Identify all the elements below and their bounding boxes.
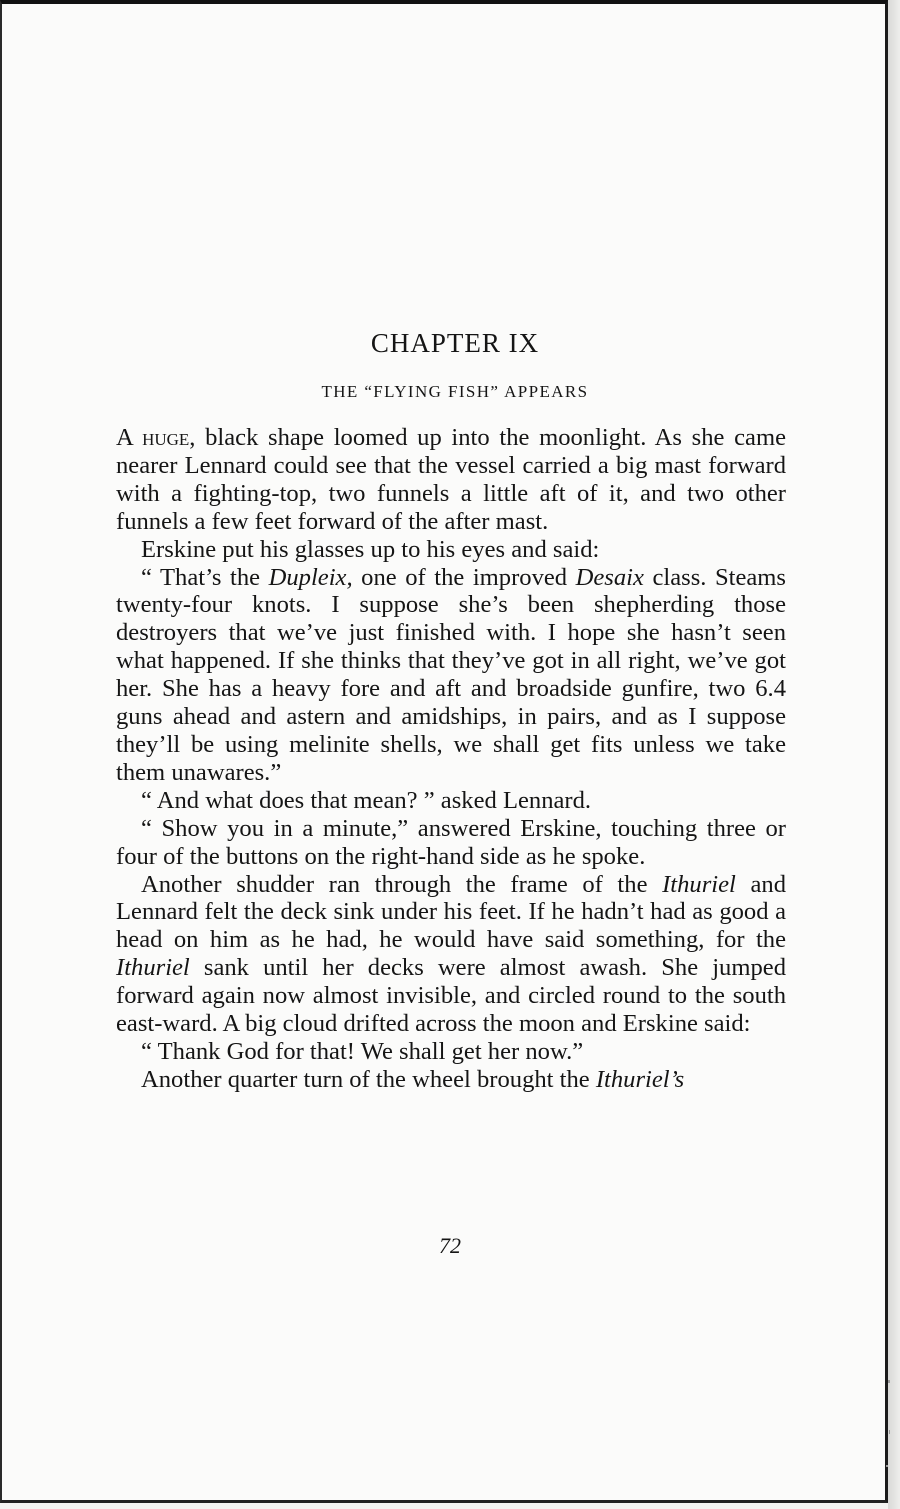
text-run: “ That’s the xyxy=(141,563,269,591)
body-paragraph xyxy=(116,536,786,564)
body-paragraph xyxy=(116,871,786,1038)
italic-text: Dupleix, xyxy=(268,563,353,591)
body-paragraph xyxy=(116,815,786,871)
text-run: , black shape loomed up into the moonlight. As she came nearer Lennard could see that the vessel carried a big mast forward with a fighting-top, two funnels a little aft of it, and two other funnels a few feet forward of the after mast. xyxy=(116,424,786,535)
italic-text: Desaix xyxy=(575,563,644,591)
text-run: Another shudder ran through the frame of the xyxy=(141,870,663,898)
scan-speck xyxy=(888,1380,890,1383)
chapter-subtitle: THE “FLYING FISH” APPEARS xyxy=(321,382,589,401)
body-paragraph xyxy=(116,564,786,787)
text-run: one of the improved xyxy=(352,563,576,591)
chapter-title: CHAPTER IX xyxy=(370,328,540,358)
body-paragraph xyxy=(116,424,786,536)
text-run: class. Steams twenty-four knots. I suppose she’s been shepherding those destroyers that we’ve just finished with. I hope she hasn’t seen what happened. If she thinks that they’ve got in all right, we’ve got her. She has a heavy fore and aft and broadside gunfire, two 6.4 guns ahead and astern and amidships, in pairs, and as I suppose they’ll be using melinite shells, we shall get fits unless we take them unawares.” xyxy=(116,563,786,786)
page-edge-shadow xyxy=(888,0,900,1509)
text-run: Erskine put his glasses up to his eyes and said: xyxy=(141,535,600,563)
text-run: A xyxy=(116,424,143,451)
italic-text: Ithuriel xyxy=(662,870,736,898)
small-caps-text: huge xyxy=(142,424,190,451)
text-run: “ Thank God for that! We shall get her now.” xyxy=(141,1037,584,1065)
text-run: “ Show you in a minute,” answered Erskine, touching three or four of the buttons on the right-hand side as he spoke. xyxy=(116,814,786,870)
body-paragraph xyxy=(116,1038,786,1066)
scan-speck xyxy=(889,1430,890,1434)
body-text xyxy=(116,424,786,1094)
italic-text: Ithuriel xyxy=(116,954,190,982)
scan-speck xyxy=(886,1465,888,1467)
italic-text: Ithuriel’s xyxy=(595,1065,685,1093)
text-run: “ And what does that mean? ” asked Lennard. xyxy=(141,786,592,814)
body-paragraph xyxy=(116,1066,786,1094)
text-run: Another quarter turn of the wheel brought the xyxy=(141,1065,596,1093)
page-number: 72 xyxy=(439,1233,461,1258)
body-paragraph xyxy=(116,787,786,815)
text-run: sank until her decks were almost awash. She jumped forward again now almost invisible, and circled round to the south east-ward. A big cloud drifted across the moon and Erskine said: xyxy=(116,954,786,1038)
text-run: and Lennard felt the deck sink under his feet. If he hadn’t had as good a head on him as he had, he would have said something, for the xyxy=(116,870,786,954)
